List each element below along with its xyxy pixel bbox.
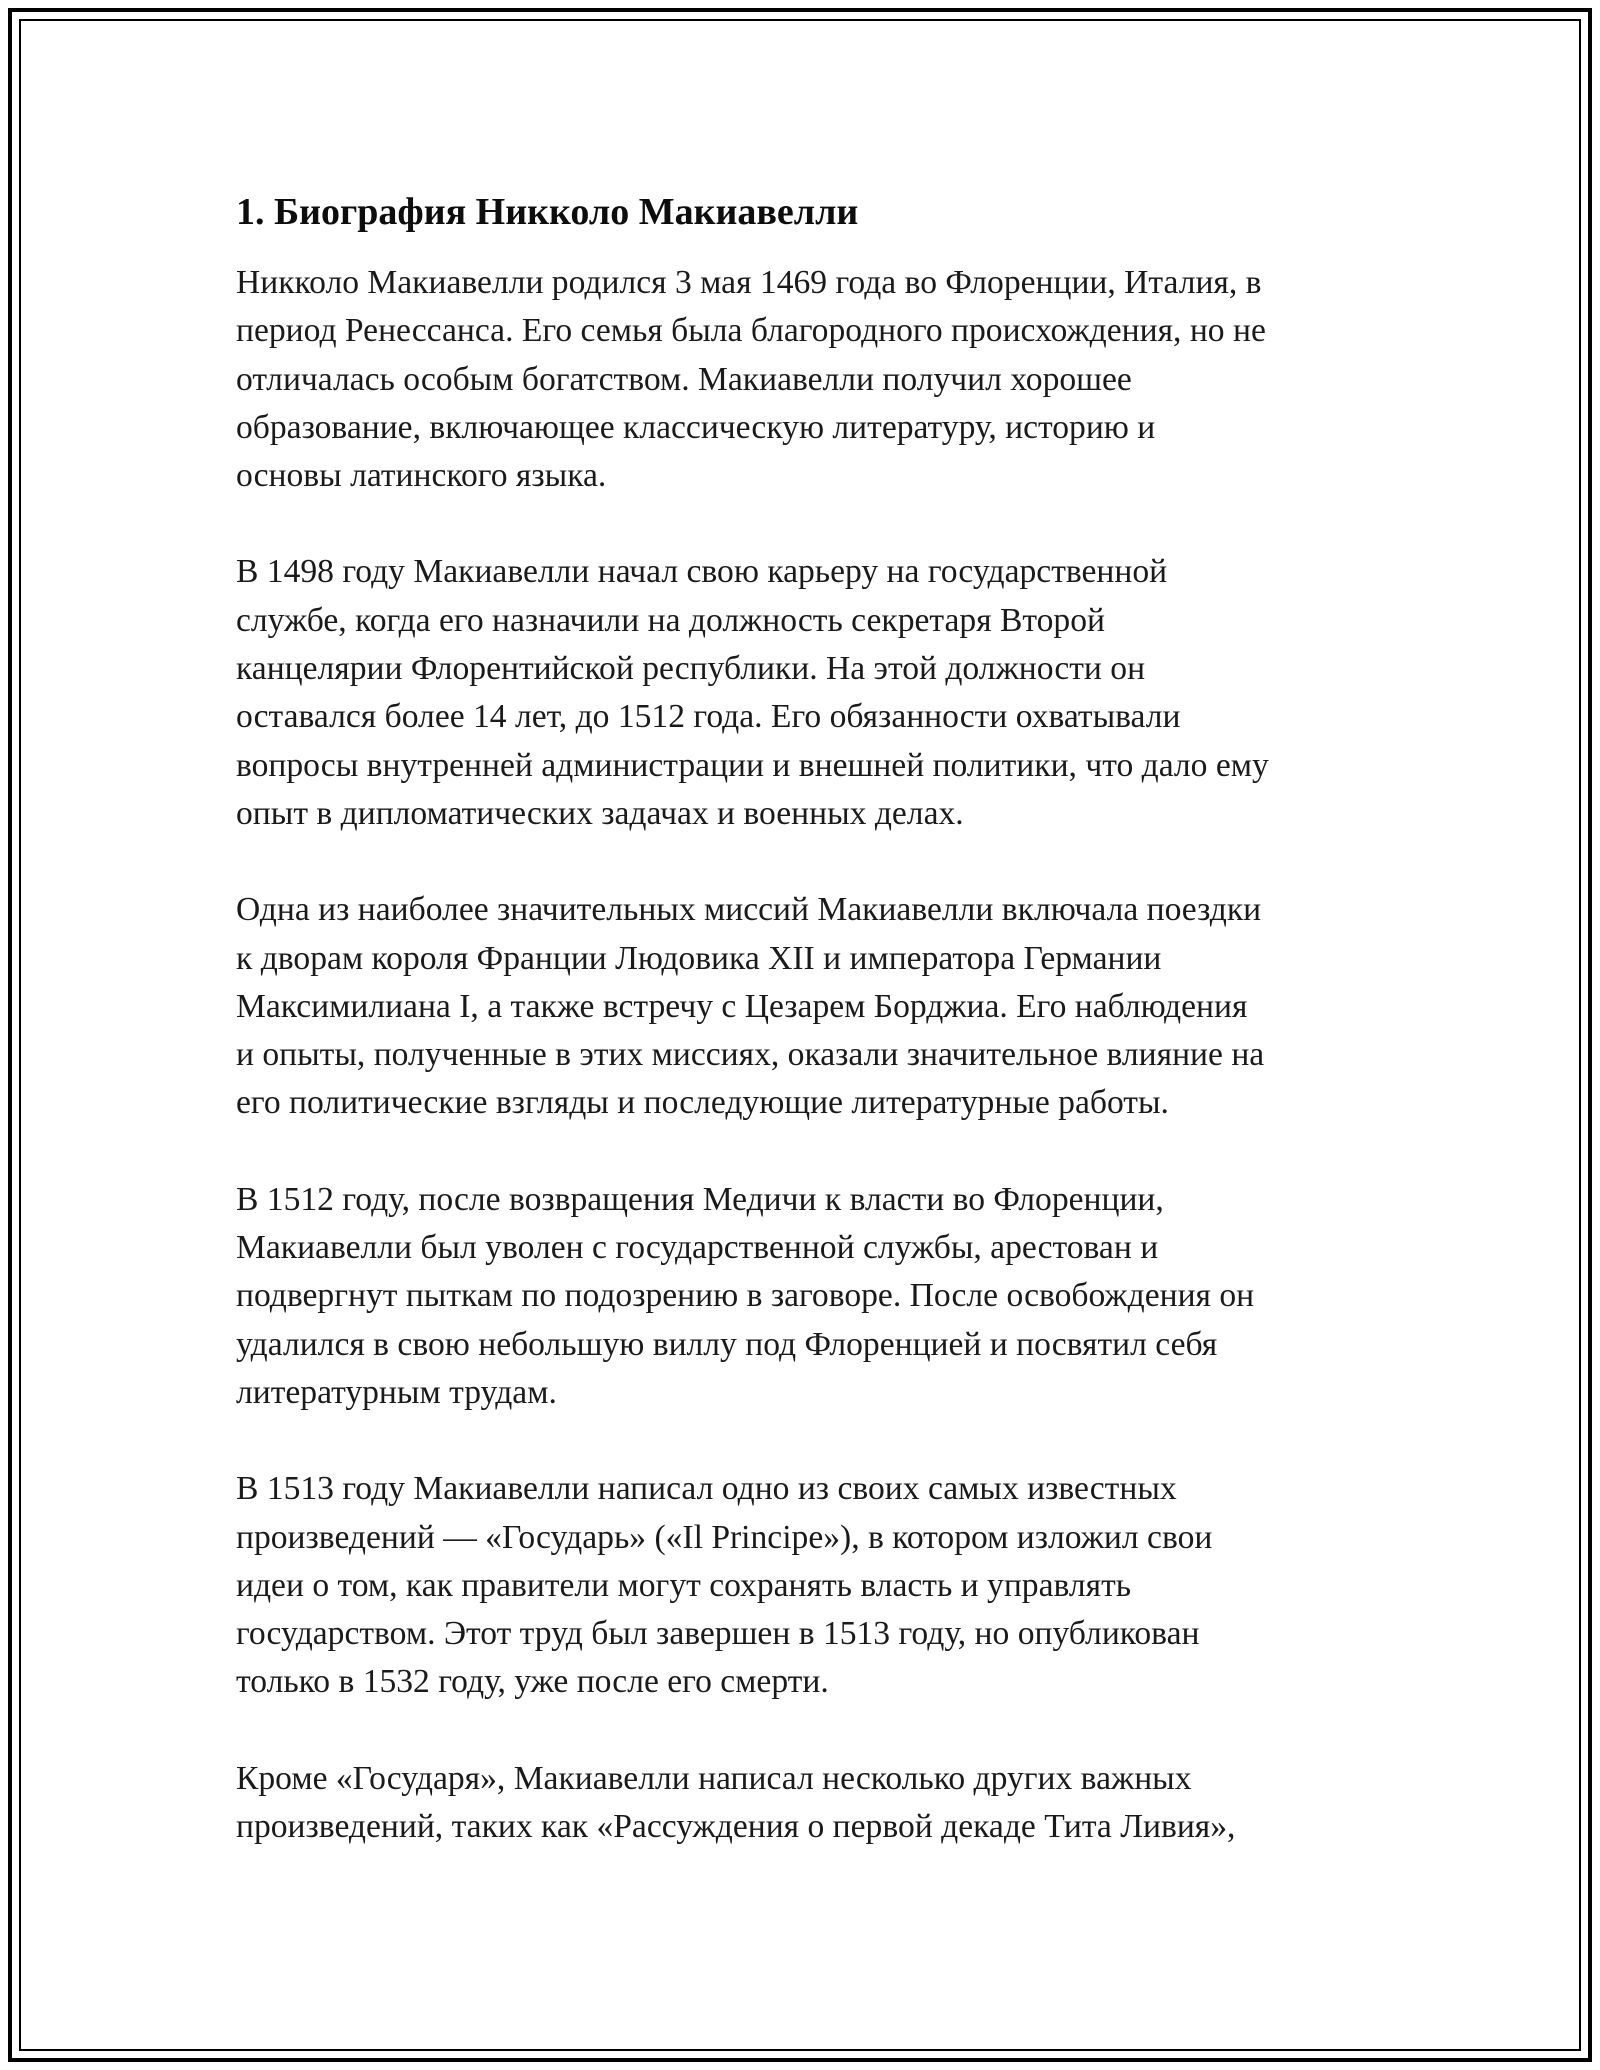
text-line: его политические взгляды и последующие литературные работы. <box>236 1084 1169 1122</box>
paragraph-the-prince <box>236 1465 1376 1706</box>
text-line: произведений — «Государь» («Il Principe»), в котором изложил свои <box>236 1518 1213 1556</box>
text-line: идеи о том, как правители могут сохранять власть и управлять <box>236 1566 1132 1604</box>
text-line: Одна из наиболее значительных миссий Макиавелли включала поездки <box>236 891 1262 929</box>
text-line: основы латинского языка. <box>236 457 607 495</box>
text-line: образование, включающее классическую литературу, историю и <box>236 408 1156 446</box>
text-line: отличалась особым богатством. Макиавелли получил хорошее <box>236 360 1132 398</box>
text-line: Кроме «Государя», Макиавелли написал несколько других важных <box>236 1759 1192 1797</box>
text-line: и опыты, полученные в этих миссиях, оказали значительное влияние на <box>236 1036 1265 1074</box>
document-body <box>236 188 1376 1899</box>
text-line: канцелярии Флорентийской республики. На этой должности он <box>236 650 1146 688</box>
paragraph-dismissal <box>236 1176 1376 1417</box>
text-line: подвергнут пыткам по подозрению в заговоре. После освобождения он <box>236 1277 1255 1315</box>
text-line: В 1498 году Макиавелли начал свою карьеру на государственной <box>236 553 1168 591</box>
paragraph-missions <box>236 886 1376 1127</box>
text-line: службе, когда его назначили на должность секретаря Второй <box>236 601 1105 639</box>
text-line: период Ренессанса. Его семья была благородного происхождения, но не <box>236 312 1266 350</box>
paragraph-civil-service <box>236 548 1376 838</box>
text-line: Никколо Макиавелли родился 3 мая 1469 года во Флоренции, Италия, в <box>236 264 1262 301</box>
paragraph-other-works <box>236 1755 1376 1852</box>
text-line: удалился в свою небольшую виллу под Флоренцией и посвятил себя <box>236 1325 1218 1363</box>
text-line: только в 1532 году, уже после его смерти. <box>236 1663 829 1701</box>
text-line: опыт в дипломатических задачах и военных делах. <box>236 794 964 832</box>
text-line: Макиавелли был уволен с государственной службы, арестован и <box>236 1229 1159 1267</box>
text-line: к дворам короля Франции Людовика XII и императора Германии <box>236 939 1162 977</box>
text-line: произведений, таких как «Рассуждения о первой декаде Тита Ливия», <box>236 1808 1236 1846</box>
text-line: вопросы внутренней администрации и внешней политики, что дало ему <box>236 746 1269 784</box>
text-line: В 1513 году Макиавелли написал одно из своих самых известных <box>236 1470 1177 1508</box>
text-line: литературным трудам. <box>236 1373 557 1411</box>
text-line: В 1512 году, после возвращения Медичи к власти во Флоренции, <box>236 1180 1164 1218</box>
text-line: Максимилиана I, а также встречу с Цезарем Борджиа. Его наблюдения <box>236 987 1248 1025</box>
text-line: оставался более 14 лет, до 1512 года. Его обязанности охватывали <box>236 698 1181 736</box>
paragraph-early-life <box>236 259 1376 500</box>
section-heading: 1. Биография Никколо Макиавелли <box>236 191 859 233</box>
text-line: государством. Этот труд был завершен в 1513 году, но опубликован <box>236 1615 1200 1653</box>
